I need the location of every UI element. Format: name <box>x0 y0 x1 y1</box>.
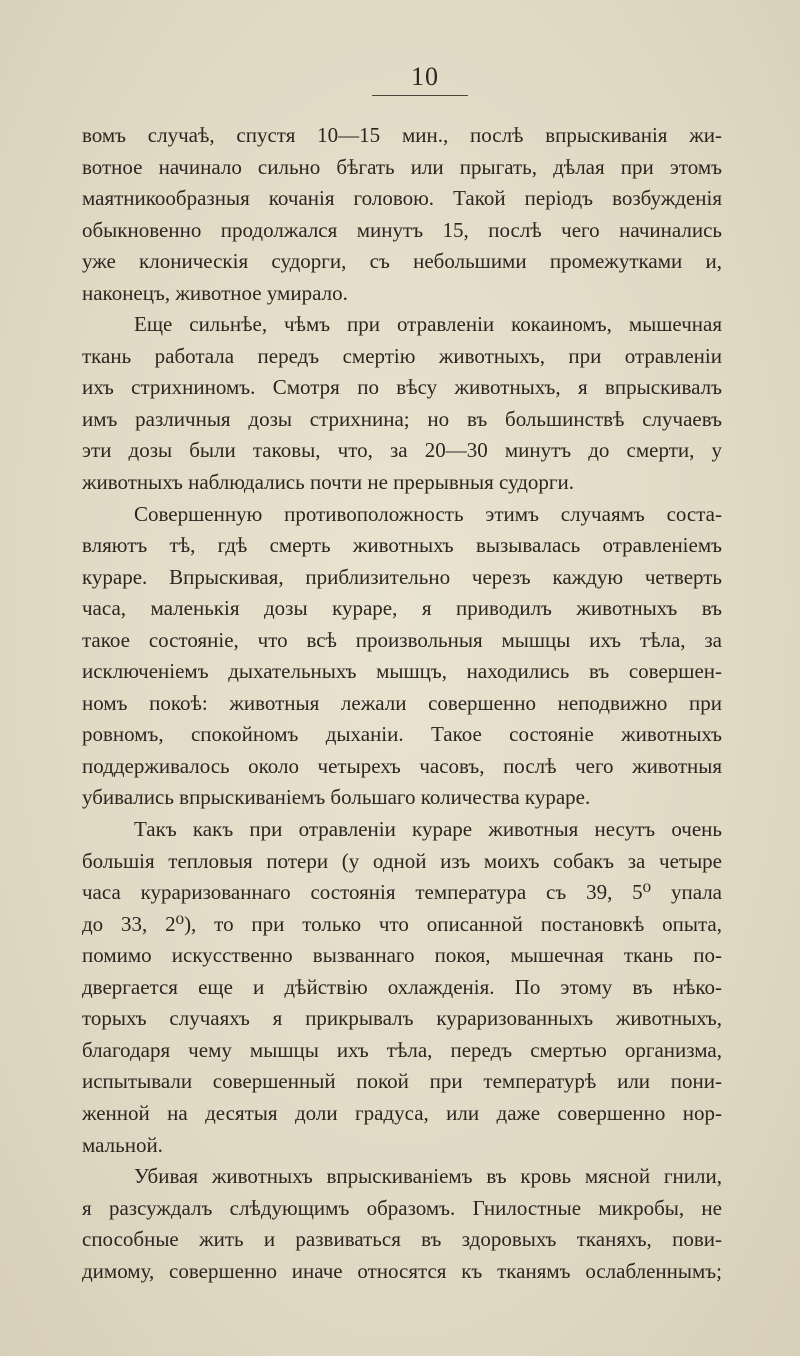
text-line: вляютъ тѣ, гдѣ смерть животныхъ вызывалась отравленіемъ <box>82 533 722 558</box>
text-line: вотное начинало сильно бѣгать или прыгать, дѣлая при этомъ <box>82 154 722 179</box>
text-line: убивались впрыскиваніемъ большаго количества кураре. <box>82 785 591 810</box>
text-line: двергается еще и дѣйствію охлажденія. По этому въ нѣко- <box>82 974 722 999</box>
page-number-rule <box>372 95 468 96</box>
text-line: номъ покоѣ: животныя лежали совершенно неподвижно при <box>82 690 722 715</box>
text-line: имъ различныя дозы стрихнина; но въ большинствѣ случаевъ <box>82 406 722 431</box>
text-line: уже клоническія судорги, съ небольшими промежутками и, <box>82 249 722 274</box>
text-line: помимо искусственно вызваннаго покоя, мышечная ткань по- <box>82 943 722 968</box>
text-line: торыхъ случаяхъ я прикрывалъ кураризованныхъ животныхъ, <box>82 1006 722 1031</box>
text-line: Убивая животныхъ впрыскиваніемъ въ кровь мясной гнили, <box>134 1164 722 1189</box>
text-line: наконецъ, животное умирало. <box>82 280 348 305</box>
body-text <box>82 120 722 1287</box>
text-line: кураре. Впрыскивая, приблизительно черезъ каждую четверть <box>82 564 722 589</box>
text-line: эти дозы были таковы, что, за 20—30 минутъ до смерти, у <box>82 438 722 463</box>
text-line: благодаря чему мышцы ихъ тѣла, передъ смертью организма, <box>82 1037 722 1062</box>
text-line: вомъ случаѣ, спустя 10—15 мин., послѣ впрыскиванія жи- <box>82 123 722 147</box>
text-line: я разсуждалъ слѣдующимъ образомъ. Гнилостные микробы, не <box>82 1195 722 1220</box>
text-line: ихъ стрихниномъ. Смотря по вѣсу животныхъ, я впрыскивалъ <box>82 375 722 400</box>
text-line: поддерживалось около четырехъ часовъ, послѣ чего животныя <box>82 753 722 778</box>
text-line: часа, маленькія дозы кураре, я приводилъ животныхъ въ <box>82 596 722 621</box>
text-line: часа кураризованнаго состоянія температура съ 39, 5⁰ упала <box>82 880 722 905</box>
text-line: маятникообразныя кочанія головою. Такой періодъ возбужденія <box>82 186 722 211</box>
text-line: женной на десятыя доли градуса, или даже совершенно нор- <box>82 1100 722 1125</box>
text-line: Совершенную противоположность этимъ случаямъ соста- <box>134 501 722 526</box>
text-line: обыкновенно продолжался минутъ 15, послѣ чего начинались <box>82 217 722 242</box>
text-line: димому, совершенно иначе относятся къ тканямъ ослабленнымъ; <box>82 1258 722 1283</box>
text-line: ровномъ, спокойномъ дыханіи. Такое состояніе животныхъ <box>82 722 722 747</box>
text-line: мальной. <box>82 1132 163 1157</box>
text-line: животныхъ наблюдались почти не прерывныя судорги. <box>82 470 575 495</box>
text-line: Такъ какъ при отравленіи кураре животныя несутъ очень <box>134 817 722 842</box>
text-line: до 33, 2⁰), то при только что описанной постановкѣ опыта, <box>82 911 722 936</box>
text-line: Еще сильнѣе, чѣмъ при отравленіи кокаиномъ, мышечная <box>134 312 722 337</box>
page-number: 10 <box>411 62 439 91</box>
text-line: способные жить и развиваться въ здоровыхъ тканяхъ, пови- <box>82 1227 722 1252</box>
text-line: испытывали совершенный покой при температурѣ или пони- <box>82 1069 722 1094</box>
text-line: такое состояніе, что всѣ произвольныя мышцы ихъ тѣла, за <box>82 627 722 652</box>
text-line: исключеніемъ дыхательныхъ мышцъ, находились въ совершен- <box>82 659 722 684</box>
text-line: большія тепловыя потери (у одной изъ моихъ собакъ за четыре <box>82 848 722 873</box>
text-line: ткань работала передъ смертію животныхъ, при отравленіи <box>82 343 722 368</box>
